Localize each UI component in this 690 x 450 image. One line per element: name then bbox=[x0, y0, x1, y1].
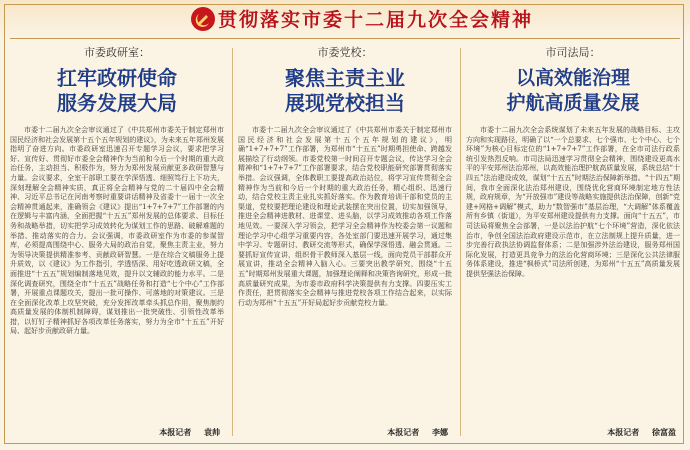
article-body: 市委十二届九次全会系统谋划了未来五年发展的战略目标、主攻方向和实现路径，明确了以“一个总要求、七个强市、七个中心、七个环境”为核心目标定位的“1+7+7+7”工作部署，在全市司法行政系统引发热烈反响。市司法局迅速学习贯彻全会精神，围绕建设更高水平的平安郑州法治郑州，以高效能治理护航高质量发展，系统总结“十四五”法治建设成效，谋划“十五五”时期法治保障新举措。“十四五”期间，我市全面深化法治郑州建设，围绕优化营商环境制定地方性法规，政府规章，为“开放强市”建设等战略实施提供法治保障，创新“党建+网格+调解”模式，助力“数智强市”基层治理，“大调解”体系覆盖所有乡镇（街道），为平安郑州建设提供有力支撑。面向“十五五”，市司法局将聚焦全会部署，一是以法治护航“七个环境”营造，深化依法治市，争创全国法治政府建设示范市，在立法制规上提升质量，进一步完善行政执法协调监督体系；二是加强涉外法治建设，服务郑州国际化发展，打造更具竞争力的法治化营商环境；三是深化公共法律服务体系建设，推进“枫桥式”司法所创建，为郑州“十五五”高质量发展提供坚强法治保障。 bbox=[466, 126, 680, 278]
headline-line: 护航高质量发展 bbox=[506, 92, 640, 114]
article-party-school bbox=[238, 46, 452, 438]
article-byline bbox=[607, 427, 676, 438]
byline-name: 徐富盈 bbox=[652, 428, 676, 437]
banner-title: 贯彻落实市委十二届九次全会精神 bbox=[218, 9, 534, 31]
article-byline bbox=[159, 427, 220, 438]
article-body: 市委十二届九次全会审议通过了《中共郑州市委关于制定郑州市国民经济和社会发展第十五个五年规划的建议》，明确“1+7+7+7”工作部署，为郑州市“十五五”时期勇担使命、跨越发展描绘了行动纲领。市委党校第一时间召开专题会议，传达学习全会精神和“1+7+7+7”工作部署要求，结合党校职能研究部署贯彻落实举措。会议强调，全体教职工要提高政治站位，将学习宣传贯彻全会精神作为当前和今后一个时期的重大政治任务，精心组织、迅速行动，结合党校主责主业扎实抓好落实。作为教育培训干部和党员的主渠道，党校要把理论建设和理论武装摆在突出位置，切实加强领导，推进全会精神进教材、进课堂、进头脑，以学习成效推动各项工作落地见效。一要深入学习领会，把学习全会精神作为校委会第一议题和理论学习中心组学习重要内容，各处室部门要迅速开展学习，通过集中学习、专题研讨、教研交流等形式，确保学深悟透、融会贯通。二要抓好宣传宣讲，组织骨干教师深入基层一线，面向党员干部群众开展宣讲，推动全会精神入脑入心。三要突出教学研究，围绕“十五五”时期郑州发展重大课题，加强理论阐释和决策咨询研究，形成一批高质量研究成果，为市委市政府科学决策提供有力支撑。四要压实工作责任，把贯彻落实全会精神与推进党校各项工作结合起来，以实际行动为郑州“十五五”开好局起好步贡献党校力量。 bbox=[238, 126, 452, 307]
byline-prefix: 本报记者 bbox=[607, 428, 640, 437]
column-divider bbox=[232, 48, 233, 436]
article-headline bbox=[10, 66, 224, 116]
headline-line: 以高效能治理 bbox=[515, 67, 630, 89]
byline-prefix: 本报记者 bbox=[387, 428, 420, 437]
headline-line: 展现党校担当 bbox=[285, 91, 405, 115]
headline-line: 服务发展大局 bbox=[57, 91, 177, 115]
headline-line: 聚焦主责主业 bbox=[285, 66, 405, 90]
article-headline bbox=[466, 66, 680, 116]
article-byline bbox=[387, 427, 448, 438]
article-justice-bureau bbox=[466, 46, 680, 438]
headline-line: 扛牢政研使命 bbox=[57, 66, 177, 90]
article-kicker: 市司法局： bbox=[545, 46, 601, 59]
article-kicker: 市委政研室： bbox=[84, 46, 150, 59]
article-body: 市委十二届九次全会审议通过了《中共郑州市委关于制定郑州市国民经济和社会发展第十五个五年规划的建议》，为未来五年郑州发展指明了奋进方向。市委政研室迅速召开专题学习会议，要求把学习好、宣传好、贯彻好市委全会精神作为当前和今后一个时期的重大政治任务，主动担当、积极作为，努力为郑州发展贡献更多政研智慧与力量。会议要求，全室干部职工要在学深悟透、细照笃行上下功夫，深刻理解全会精神实质，真正将全会精神与党的二十届四中全会精神、习近平总书记在河南考察时重要讲话精神及省委十一届十一次全会精神贯通起来，准确领会《建议》提出“1+7+7+7”工作部署的内在逻辑与丰富内涵，全面把握“十五五”郑州发展的总体要求、目标任务和战略举措，切实把学习成效转化为谋划工作的思路、破解难题的举措、推动落实的合力。会议强调，市委政研室作为市委的参谋智库，必须提高围绕中心、服务大局的政治自觉，聚焦主责主业，努力为领导决策提供精准参考、贡献政研智慧。一是在综合文稿服务上提升质效，以《建议》为工作指引，学透悟深、用好吃透政研文稿，全面推进“十五五”规划编制落地见效，提升以文辅政的能力水平。二是深化调查研究，围绕全市“十五五”战略任务和打造“七个中心”工作部署，开展重点课题攻关，提出一批可操作、可落地的对策建议。三是在全面深化改革上攻坚突破，充分发挥改革牵头抓总作用，聚焦制约高质量发展的体制机制障碍，谋划推出一批突破性、引领性改革举措，以钉钉子精神抓好各项改革任务落实，努力为全市“十五五”开好局、起好步贡献政研力量。 bbox=[10, 126, 224, 336]
article-kicker: 市委党校： bbox=[317, 46, 373, 59]
byline-name: 袁帅 bbox=[204, 428, 220, 437]
byline-name: 李娜 bbox=[432, 428, 448, 437]
article-headline bbox=[238, 66, 452, 116]
column-divider bbox=[460, 48, 461, 436]
byline-prefix: 本报记者 bbox=[159, 428, 192, 437]
article-policy-research bbox=[10, 46, 224, 438]
